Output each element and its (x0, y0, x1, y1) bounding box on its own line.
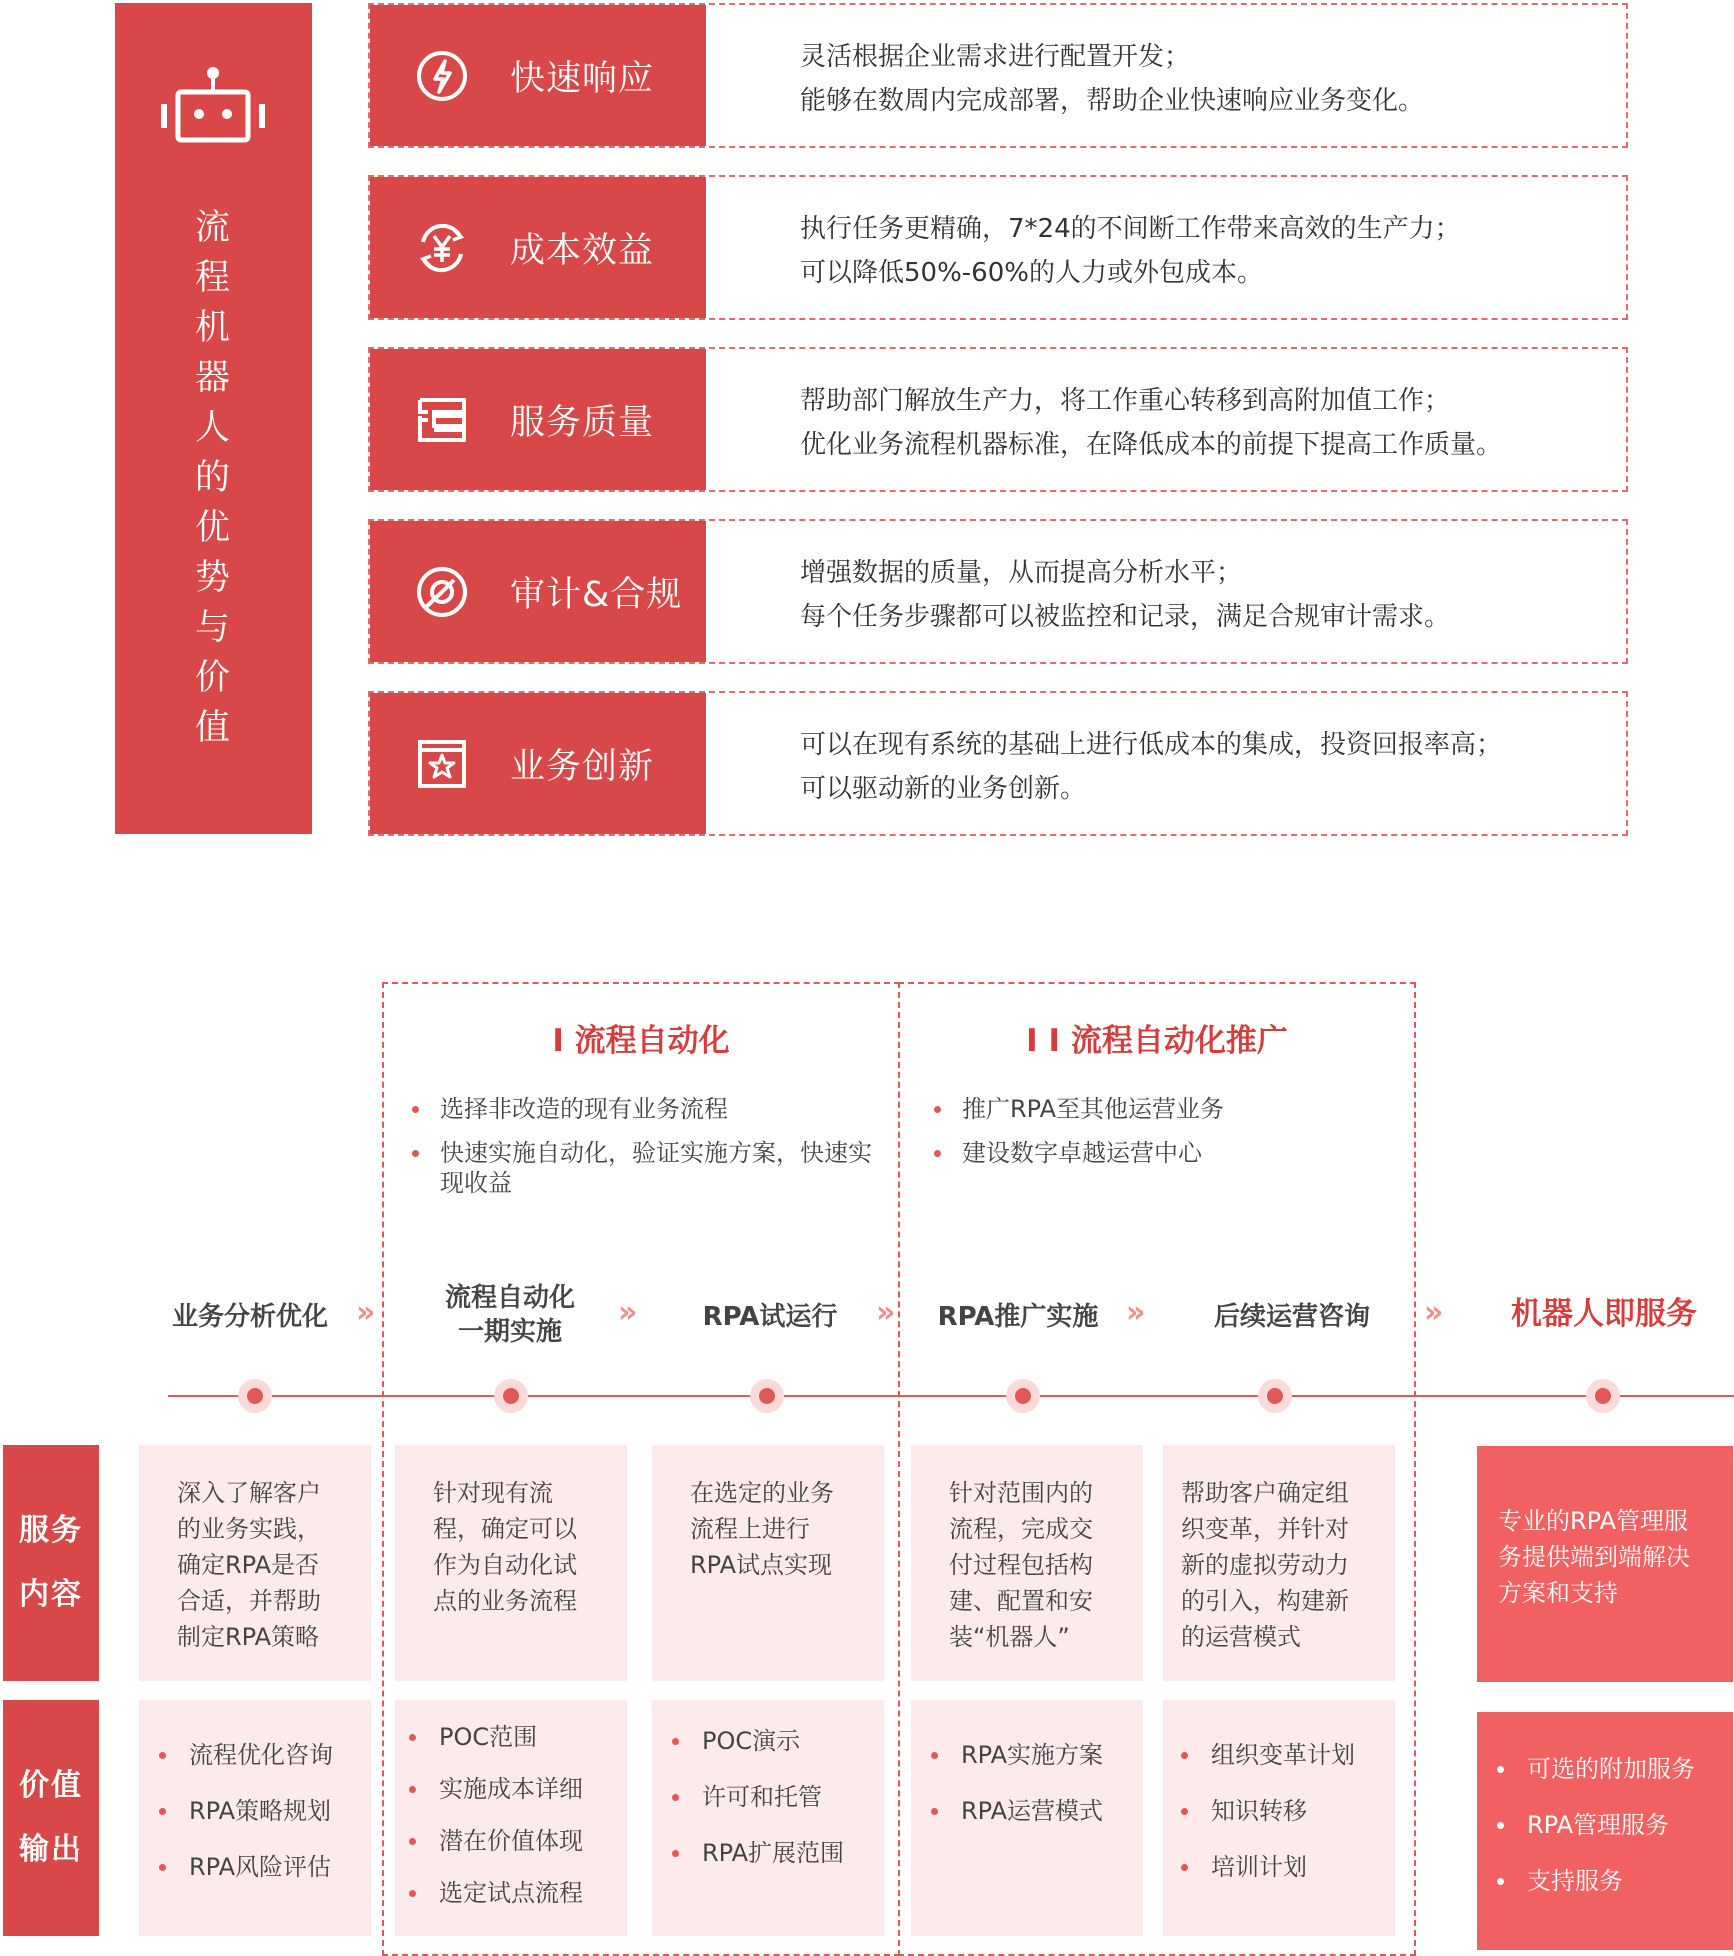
value-list (409, 1722, 583, 1930)
stage-label: 后续运营咨询 (1213, 1302, 1370, 1332)
phase-bullets (412, 1094, 872, 1212)
value-list (1497, 1754, 1695, 1922)
advantage-row-business-innovation (368, 691, 1628, 836)
service-icon (414, 392, 470, 448)
side-panel-title: 流 程 机 器 人 的 优 势 与 价 值 (194, 208, 232, 748)
value-list (159, 1740, 333, 1908)
value-cell (139, 1700, 371, 1936)
advantage-label: 审计&合规 (510, 574, 683, 615)
advantage-row-service-quality (368, 347, 1628, 492)
value-list (1181, 1740, 1355, 1908)
service-cell (139, 1445, 371, 1681)
service-cell-text: 在选定的业务 流程上进行 RPA试点实现 (690, 1479, 834, 1579)
value-item: RPA运营模式 (931, 1796, 1103, 1826)
stage-label: RPA试运行 (702, 1302, 838, 1332)
value-item: 流程优化咨询 (159, 1740, 333, 1770)
value-cell-final (1477, 1712, 1733, 1950)
stage-label: 业务分析优化 (171, 1302, 328, 1332)
timeline-dot (750, 1379, 784, 1413)
advantage-tag (370, 521, 706, 662)
advantage-label: 成本效益 (510, 230, 655, 271)
service-cell-final (1477, 1446, 1733, 1682)
value-item: 培训计划 (1181, 1852, 1355, 1882)
chevron-right-icon: » (1424, 1295, 1438, 1330)
advantage-row-cost-benefit (368, 175, 1628, 320)
value-cell (652, 1700, 884, 1936)
row-label-value-output: 价值 输出 (3, 1700, 99, 1936)
timeline-line (168, 1395, 1734, 1397)
chevron-right-icon: » (356, 1295, 370, 1330)
stage-label-final: 机器人即服务 (1511, 1296, 1697, 1332)
advantage-tag (370, 693, 706, 834)
value-item: 可选的附加服务 (1497, 1754, 1695, 1784)
chevron-right-icon: » (618, 1295, 632, 1330)
phase-bullet: 选择非改造的现有业务流程 (412, 1094, 872, 1124)
service-cell (911, 1445, 1143, 1681)
phase-title: I 流程自动化 (552, 1023, 730, 1059)
advantage-label: 服务质量 (510, 402, 655, 443)
advantage-description: 执行任务更精确，7*24的不间断工作带来高效的生产力； 可以降低50%-60%的人力或外包成本。 (800, 214, 1461, 288)
phase-title: I I 流程自动化推广 (1026, 1023, 1288, 1059)
row-label-service-content: 服务 内容 (3, 1445, 99, 1681)
phase-bullet: 建设数字卓越运营中心 (934, 1138, 1394, 1168)
advantage-tag (370, 349, 706, 490)
advantage-description: 帮助部门解放生产力，将工作重心转移到高附加值工作； 优化业务流程机器标准，在降低成本的前提下提高工作质量。 (800, 386, 1503, 460)
stage-label: RPA推广实施 (937, 1302, 1099, 1332)
value-cell (395, 1700, 627, 1936)
stage-label: 流程自动化 一期实施 (444, 1283, 575, 1347)
value-item: RPA策略规划 (159, 1796, 333, 1826)
timeline-dot (238, 1379, 272, 1413)
advantage-description: 可以在现有系统的基础上进行低成本的集成，投资回报率高； 可以驱动新的业务创新。 (800, 730, 1503, 804)
phase-bullet: 推广RPA至其他运营业务 (934, 1094, 1394, 1124)
advantage-label: 快速响应 (510, 58, 655, 99)
value-item: RPA实施方案 (931, 1740, 1103, 1770)
advantage-label: 业务创新 (510, 746, 655, 787)
value-item: 潜在价值体现 (409, 1826, 583, 1856)
value-cell (1163, 1700, 1395, 1936)
lightning-icon (414, 48, 470, 104)
service-cell-text: 帮助客户确定组 织变革，并针对 新的虚拟劳动力 的引入，构建新 的运营模式 (1181, 1479, 1349, 1651)
value-item: RPA扩展范围 (672, 1838, 844, 1868)
value-list (672, 1726, 844, 1894)
phase-bullet: 快速实施自动化，验证实施方案，快速实现收益 (412, 1138, 872, 1198)
advantage-description: 增强数据的质量，从而提高分析水平； 每个任务步骤都可以被监控和记录，满足合规审计需求。 (800, 558, 1451, 632)
value-item: 实施成本详细 (409, 1774, 583, 1804)
service-cell (652, 1445, 884, 1681)
timeline-dot (1258, 1379, 1292, 1413)
service-cell (1163, 1445, 1395, 1681)
value-list (931, 1740, 1103, 1852)
value-item: RPA管理服务 (1497, 1810, 1695, 1840)
audit-icon (414, 564, 470, 620)
service-cell-text: 专业的RPA管理服 务提供端到端解决 方案和支持 (1498, 1507, 1690, 1607)
phase-bullets (934, 1094, 1394, 1182)
chevron-right-icon: » (1126, 1295, 1140, 1330)
timeline-dot (1586, 1379, 1620, 1413)
value-item: 知识转移 (1181, 1796, 1355, 1826)
advantages-side-panel (115, 3, 312, 834)
value-cell (911, 1700, 1143, 1936)
service-cell (395, 1445, 627, 1681)
value-item: 组织变革计划 (1181, 1740, 1355, 1770)
service-cell-text: 深入了解客户 的业务实践， 确定RPA是否 合适，并帮助 制定RPA策略 (177, 1479, 321, 1651)
chevron-right-icon: » (876, 1295, 890, 1330)
value-item: POC演示 (672, 1726, 844, 1756)
advantage-description: 灵活根据企业需求进行配置开发； 能够在数周内完成部署，帮助企业快速响应业务变化。 (800, 42, 1425, 116)
value-item: POC范围 (409, 1722, 583, 1752)
timeline-dot (494, 1379, 528, 1413)
service-cell-text: 针对现有流 程，确定可以 作为自动化试 点的业务流程 (433, 1479, 577, 1615)
value-item: 支持服务 (1497, 1866, 1695, 1896)
value-item: 选定试点流程 (409, 1878, 583, 1908)
yen-cycle-icon (414, 220, 470, 276)
advantage-tag (370, 5, 706, 146)
value-item: 许可和托管 (672, 1782, 844, 1812)
service-cell-text: 针对范围内的 流程，完成交 付过程包括构 建、配置和安 装“机器人” (949, 1479, 1093, 1651)
advantage-row-audit-compliance (368, 519, 1628, 664)
star-box-icon (414, 736, 470, 792)
advantage-row-fast-response (368, 3, 1628, 148)
timeline-dot (1006, 1379, 1040, 1413)
robot-icon (157, 64, 269, 148)
advantage-tag (370, 177, 706, 318)
value-item: RPA风险评估 (159, 1852, 333, 1882)
